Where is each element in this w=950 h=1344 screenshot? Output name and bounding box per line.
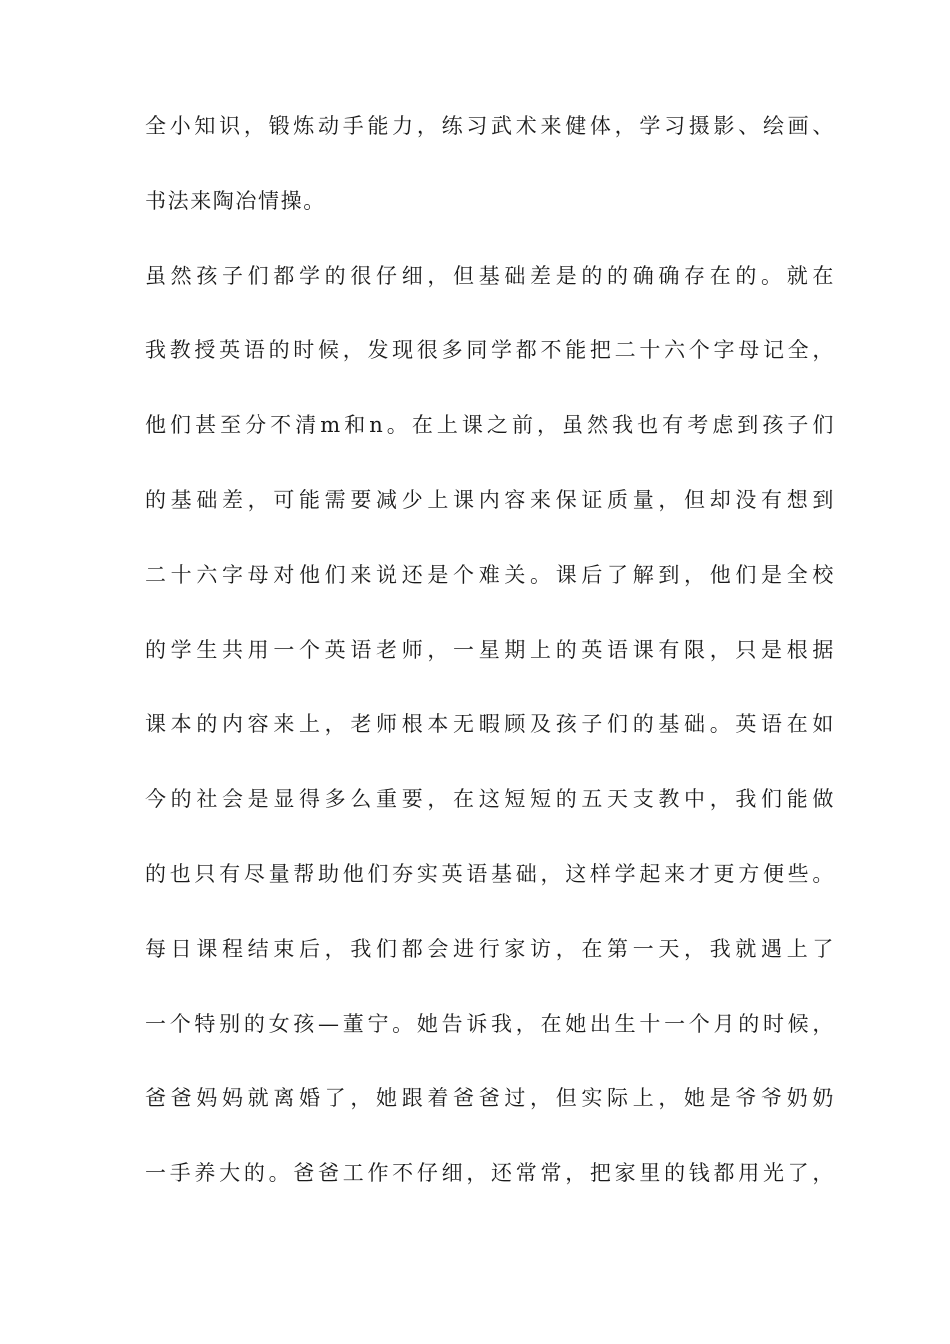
text-line: 每日课程结束后，我们都会进行家访，在第一天，我就遇上了 [145,936,835,961]
text-line: 一个特别的女孩—董宁。她告诉我，在她出生十一个月的时候， [145,1011,835,1036]
text-line: 的学生共用一个英语老师，一星期上的英语课有限，只是根据 [145,637,835,662]
text-line: 我教授英语的时候，发现很多同学都不能把二十六个字母记全， [145,338,835,363]
text-line: 二十六字母对他们来说还是个难关。课后了解到，他们是全校 [145,562,835,587]
text-line: 书法来陶冶情操。 [145,188,326,213]
text-line: 课本的内容来上，老师根本无暇顾及孩子们的基础。英语在如 [145,712,835,737]
text-line: 今的社会是显得多么重要，在这短短的五天支教中，我们能做 [145,787,835,812]
text-line: 的基础差，可能需要减少上课内容来保证质量，但却没有想到 [145,487,835,512]
text-line: 他们甚至分不清m和n。在上课之前，虽然我也有考虑到孩子们 [145,413,835,438]
text-line: 全小知识，锻炼动手能力，练习武术来健体，学习摄影、绘画、 [145,114,835,138]
text-line: 爸爸妈妈就离婚了，她跟着爸爸过，但实际上，她是爷爷奶奶 [145,1086,835,1111]
body-text [145,106,835,1228]
text-line: 的也只有尽量帮助他们夯实英语基础，这样学起来才更方便些。 [145,861,835,886]
text-line: 虽然孩子们都学的很仔细，但基础差是的的确确存在的。就在 [145,263,835,288]
text-line: 一手养大的。爸爸工作不仔细，还常常，把家里的钱都用光了， [145,1161,835,1186]
